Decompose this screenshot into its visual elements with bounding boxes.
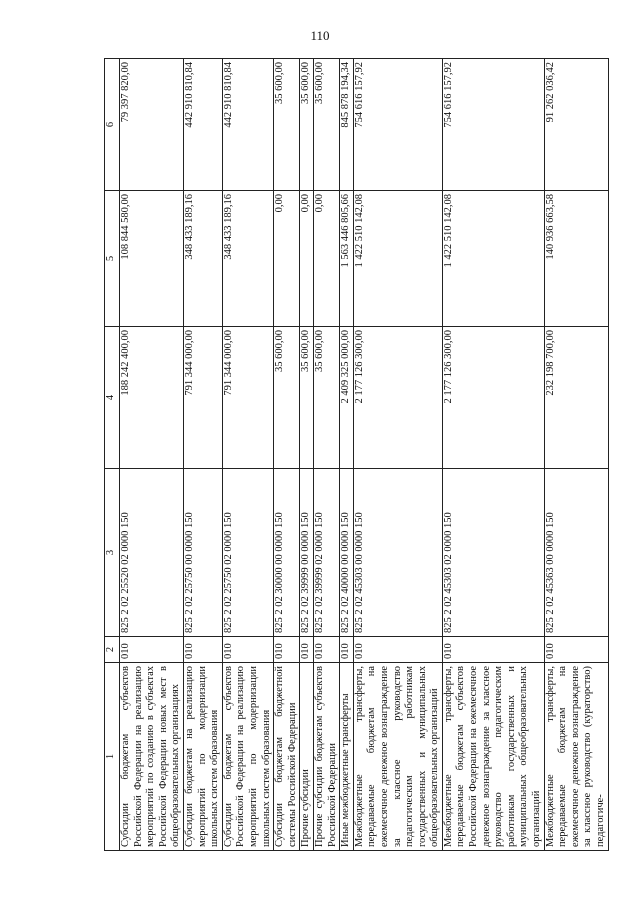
row-col2-cell: 010 — [313, 637, 339, 663]
row-value-6-cell: 845 878 194,34 — [340, 59, 354, 191]
row-value-4-cell: 35 600,00 — [300, 327, 314, 469]
row-code-cell: 825 2 02 45303 02 0000 150 — [442, 469, 544, 637]
row-col2-cell: 010 — [300, 637, 314, 663]
row-value-4-cell: 232 198 700,00 — [544, 327, 608, 469]
row-code-cell: 825 2 02 39999 02 0000 150 — [313, 469, 339, 637]
row-value-4-cell: 791 344 000,00 — [184, 327, 223, 469]
table-row — [340, 59, 354, 851]
page-number: 110 — [310, 28, 330, 43]
row-value-6-cell: 91 262 036,42 — [544, 59, 608, 191]
row-name-cell: Прочие субсидии бюджетам субъектов Российской Федерации — [313, 663, 339, 851]
table-row — [544, 59, 608, 851]
row-name-cell: Субсидии бюджетам субъектов Российской Федерации на реализацию мероприятий по модернизации школьных систем образования — [222, 663, 273, 851]
row-col2-cell: 010 — [274, 637, 300, 663]
table-row — [222, 59, 273, 851]
row-value-4-cell: 188 242 400,00 — [120, 327, 184, 469]
header-cell: 4 — [105, 327, 120, 469]
row-code-cell: 825 2 02 25750 02 0000 150 — [222, 469, 273, 637]
row-value-6-cell: 35 600,00 — [313, 59, 339, 191]
table-row — [120, 59, 184, 851]
row-name-cell: Прочие субсидии — [300, 663, 314, 851]
row-name-cell: Субсидии бюджетам на реализацию мероприятий по модернизации школьных систем образования — [184, 663, 223, 851]
row-value-6-cell: 754 616 157,92 — [442, 59, 544, 191]
row-value-5-cell: 108 844 580,00 — [120, 191, 184, 327]
row-value-6-cell: 79 397 820,00 — [120, 59, 184, 191]
row-value-6-cell: 754 616 157,92 — [353, 59, 442, 191]
row-value-6-cell: 442 910 810,84 — [222, 59, 273, 191]
row-name-cell: Субсидии бюджетам бюджетной системы Российской Федерации — [274, 663, 300, 851]
row-code-cell: 825 2 02 30000 00 0000 150 — [274, 469, 300, 637]
row-value-6-cell: 35 600,00 — [274, 59, 300, 191]
header-cell: 1 — [105, 663, 120, 851]
row-value-6-cell: 35 600,00 — [300, 59, 314, 191]
row-name-cell: Межбюджетные трансферты, передаваемые бюджетам на ежемесячное денежное вознаграждение за классное руководство педагогическим работникам государственных и муниципальных общеобразовательных организаций — [353, 663, 442, 851]
row-code-cell: 825 2 02 40000 00 0000 150 — [340, 469, 354, 637]
table-row — [353, 59, 442, 851]
row-value-4-cell: 2 177 126 300,00 — [442, 327, 544, 469]
row-value-4-cell: 2 409 325 000,00 — [340, 327, 354, 469]
row-value-4-cell: 35 600,00 — [274, 327, 300, 469]
rotated-table-container — [104, 59, 606, 851]
row-col2-cell: 010 — [222, 637, 273, 663]
row-col2-cell: 010 — [120, 637, 184, 663]
row-value-4-cell: 35 600,00 — [313, 327, 339, 469]
header-cell: 5 — [105, 191, 120, 327]
row-value-4-cell: 2 177 126 300,00 — [353, 327, 442, 469]
row-name-cell: Субсидии бюджетам субъектов Российской Федерации на реализацию мероприятий по созданию в субъектах Российской Федерации новых мест в общеобразовательных организациях — [120, 663, 184, 851]
row-value-5-cell: 0,00 — [313, 191, 339, 327]
row-name-cell: Межбюджетные трансферты, передаваемые бюджетам на ежемесячное денежное вознаграждение за классное руководство (кураторство) педагогиче- — [544, 663, 608, 851]
row-name-cell: Межбюджетные трансферты, передаваемые бюджетам субъектов Российской Федерации на ежемесячное денежное вознаграждение за классное руководство педагогическим работникам государственных и муниципальных общеобразовательных организаций — [442, 663, 544, 851]
row-value-5-cell: 140 936 663,58 — [544, 191, 608, 327]
row-col2-cell: 010 — [340, 637, 354, 663]
budget-table — [104, 58, 609, 851]
rotated-table-area — [104, 59, 606, 851]
row-code-cell: 825 2 02 45303 00 0000 150 — [353, 469, 442, 637]
table-row — [313, 59, 339, 851]
row-value-5-cell: 0,00 — [300, 191, 314, 327]
header-cell: 6 — [105, 59, 120, 191]
row-col2-cell: 010 — [544, 637, 608, 663]
row-value-5-cell: 348 433 189,16 — [222, 191, 273, 327]
row-value-5-cell: 348 433 189,16 — [184, 191, 223, 327]
row-code-cell: 825 2 02 25750 00 0000 150 — [184, 469, 223, 637]
header-row — [105, 59, 120, 851]
row-col2-cell: 010 — [442, 637, 544, 663]
row-value-4-cell: 791 344 000,00 — [222, 327, 273, 469]
table-row — [184, 59, 223, 851]
header-cell: 2 — [105, 637, 120, 663]
header-cell: 3 — [105, 469, 120, 637]
table-row — [300, 59, 314, 851]
row-value-5-cell: 1 422 510 142,08 — [353, 191, 442, 327]
row-value-5-cell: 0,00 — [274, 191, 300, 327]
row-col2-cell: 010 — [184, 637, 223, 663]
row-col2-cell: 010 — [353, 637, 442, 663]
row-value-6-cell: 442 910 810,84 — [184, 59, 223, 191]
table-row — [442, 59, 544, 851]
row-value-5-cell: 1 422 510 142,08 — [442, 191, 544, 327]
row-code-cell: 825 2 02 45363 00 0000 150 — [544, 469, 608, 637]
row-code-cell: 825 2 02 39999 00 0000 150 — [300, 469, 314, 637]
row-code-cell: 825 2 02 25520 02 0000 150 — [120, 469, 184, 637]
row-name-cell: Иные межбюджетные трансферты — [340, 663, 354, 851]
row-value-5-cell: 1 563 446 805,66 — [340, 191, 354, 327]
table-row — [274, 59, 300, 851]
